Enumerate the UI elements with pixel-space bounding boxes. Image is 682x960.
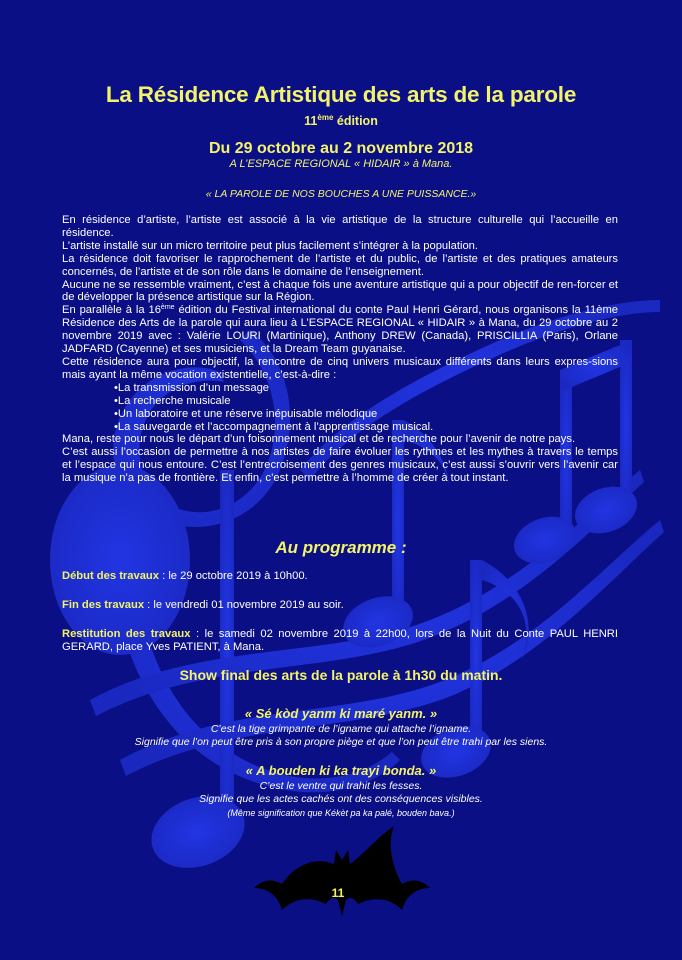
final-show: Show final des arts de la parole à 1h30 du matin. [179,667,503,683]
paragraph: En résidence d’artiste, l’artiste est associé à la vie artistique de la structure culturelle qui l’accueille en résidence. [62,214,618,239]
schedule-label: Début des travaux [62,570,159,582]
proverb-translation: C’est la tige grimpante de l’igname qui attache l’igname. [210,723,472,735]
list-item: • La transmission d’un message [114,382,618,395]
body-text [62,214,618,485]
schedule-start [62,570,618,583]
page-number: 11 [331,886,345,900]
list-item: • La sauvegarde et l’accompagnement à l’apprentissage musical. [114,421,618,434]
edition-number: 11 [304,114,318,128]
event-dates: Du 29 octobre au 2 novembre 2018 [208,140,474,157]
paragraph: Cette résidence aura pour objectif, la rencontre de cinq univers musicaux différents dans leurs expres-sions mais ayant la même vocation existentielle, c’est-à-dire : [62,355,618,381]
edition-word: édition [333,114,378,128]
paragraph: Aucune ne se ressemble vraiment, c’est à chaque fois une aventure artistique qui a pour objectif de ren-forcer et de développer la présence artistique sur la Région. [62,278,618,304]
list-item: • Un laboratoire et une réserve inépuisable mélodique [114,408,618,421]
proverb-meaning: Signifie que les actes cachés ont des conséquences visibles. [199,793,483,805]
proverb-note: (Même signification que Kékèt pa ka palé, bouden bava.) [227,808,455,818]
slogan: « LA PAROLE DE NOS BOUCHES A UNE PUISSANCE.» [205,188,477,200]
list-item: • La recherche musicale [114,395,618,408]
schedule-end [62,599,618,612]
paragraph: La résidence doit favoriser le rapprochement de l’artiste et du public, de l’artiste et des pratiques amateurs concernés, de l’artiste et de son rôle dans le domaine de l’enseignement. [62,252,618,278]
edition-superscript: ème [317,113,334,122]
paragraph-part: En parallèle à la 16 [62,304,161,317]
paragraph: C’est aussi l’occasion de permettre à nos artistes de faire évoluer les rythmes et les mythes à travers le temps et l’espace qui nous entoure. C’est l’entrecroisement des genres musicaux, c’est aussi s’ouvrir vers l’avenir car la musique n’a pas de frontière. Et enfin, c’est permettre à l’homme de créer à tout instant. [62,446,618,485]
paragraph: Mana, reste pour nous le départ d’un foisonnement musical et de recherche pour l’avenir de notre pays. [62,433,576,446]
bat-icon [254,826,430,918]
edition-label [0,113,682,128]
event-venue: A L’ESPACE REGIONAL « HIDAIR » à Mana. [229,158,453,170]
page-title: La Résidence Artistique des arts de la parole [105,82,577,107]
schedule-text: : le samedi 02 novembre 2019 à 22h00, lors de la Nuit du Conte PAUL HENRI GERARD, place Yves PATIENT, à Mana. [62,628,618,653]
paragraph [62,304,618,356]
proverb-translation: C’est le ventre qui trahit les fesses. [259,780,423,792]
proverb-title: « Sé kòd yanm ki maré yanm. » [244,706,438,721]
schedule-text: : le 29 octobre 2019 à 10h00. [159,570,308,582]
program-heading: Au programme : [275,538,407,557]
schedule-restitution [62,628,618,654]
paragraph-part: édition du Festival international du conte Paul Henri Gérard, nous organisons la 11ème Résidence des Arts de la parole qui aura lieu à L’ESPACE REGIONAL « HIDAIR » à Mana, du 29 octobre au 2 novembre 2019 avec : Valérie LOURI (Martinique), Anthony DREW (Canada), PRISCILLIA (Paris), Orlane JADFARD (Cayenne) et ses musiciens, et la Dream Team guyanaise. [62,304,618,356]
schedule-label: Restitution des travaux [62,628,191,640]
proverb-title: « A bouden ki ka trayi bonda. » [245,763,437,778]
paragraph-superscript: ème [160,304,175,312]
paragraph: L’artiste installé sur un micro territoire peut plus facilement s’intégrer à la population. [62,239,479,252]
proverb-meaning: Signifie que l’on peut être pris à son propre piège et que l’on peut être trahi par les siens. [134,736,548,748]
schedule-label: Fin des travaux [62,599,145,611]
schedule-text: : le vendredi 01 novembre 2019 au soir. [144,599,344,611]
bullet-list [62,382,618,434]
